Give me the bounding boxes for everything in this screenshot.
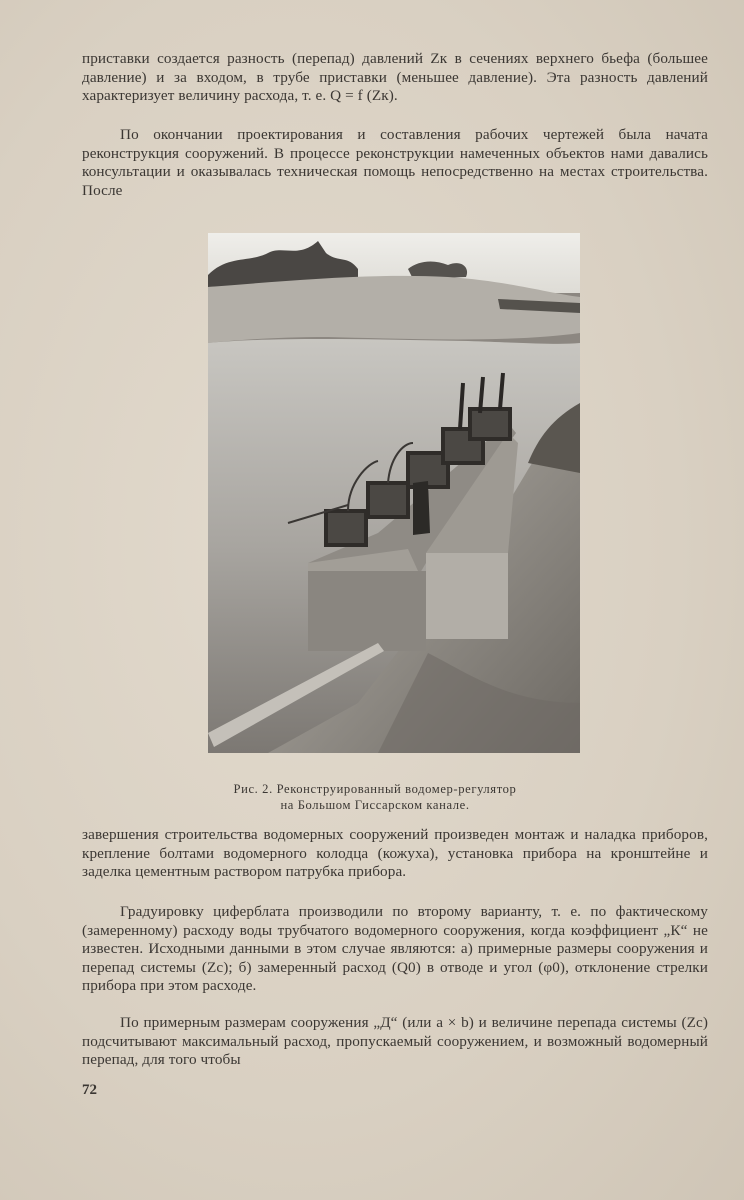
figure-photo xyxy=(208,233,580,753)
paragraph-reconstruction: По окончании проектирования и составления рабочих чертежей была начата реконструкция сооружений. В процессе реконструкции намеченных объектов нами давались консультации и оказывалась техническая помощь непосредственно на местах строительства. После xyxy=(82,126,708,199)
figure-caption-line1: Рис. 2. Реконструированный водомер-регулятор xyxy=(233,782,517,796)
water-meter-photo xyxy=(208,233,580,753)
paragraph-top: приставки создается разность (перепад) давлений Zк в сечениях верхнего бьефа (большее давление) и за входом, в трубе приставки (меньшее давление). Эта разность давлений характеризует величину расхода, т. е. Q = f (Zк). xyxy=(82,50,708,105)
figure-caption-line2: на Большом Гиссарском канале. xyxy=(280,798,470,812)
paragraph-calibration: Градуировку циферблата производили по второму варианту, т. е. по фактическому (замеренному) расходу воды трубчатого водомерного сооружения, когда коэффициент „К“ не известен. Исходными данными в этом случае являются: а) примерные размеры сооружения и перепад системы (Zс); б) замеренный расход (Q0) в отводе и угол (φ0), отклонение стрелки прибора при этом расходе. xyxy=(82,903,708,995)
page-number: 72 xyxy=(82,1082,97,1098)
paragraph-dimensions: По примерным размерам сооружения „Д“ (или a × b) и величине перепада системы (Zс) подсчитывают максимальный расход, пропускаемый сооружением, и возможный водомерный перепад, для того чтобы xyxy=(82,1014,708,1069)
paragraph-installation: завершения строительства водомерных сооружений произведен монтаж и наладка приборов, крепление болтами водомерного колодца (кожуха), установка прибора на кронштейне и заделка цементным раствором патрубка прибора. xyxy=(82,826,708,881)
